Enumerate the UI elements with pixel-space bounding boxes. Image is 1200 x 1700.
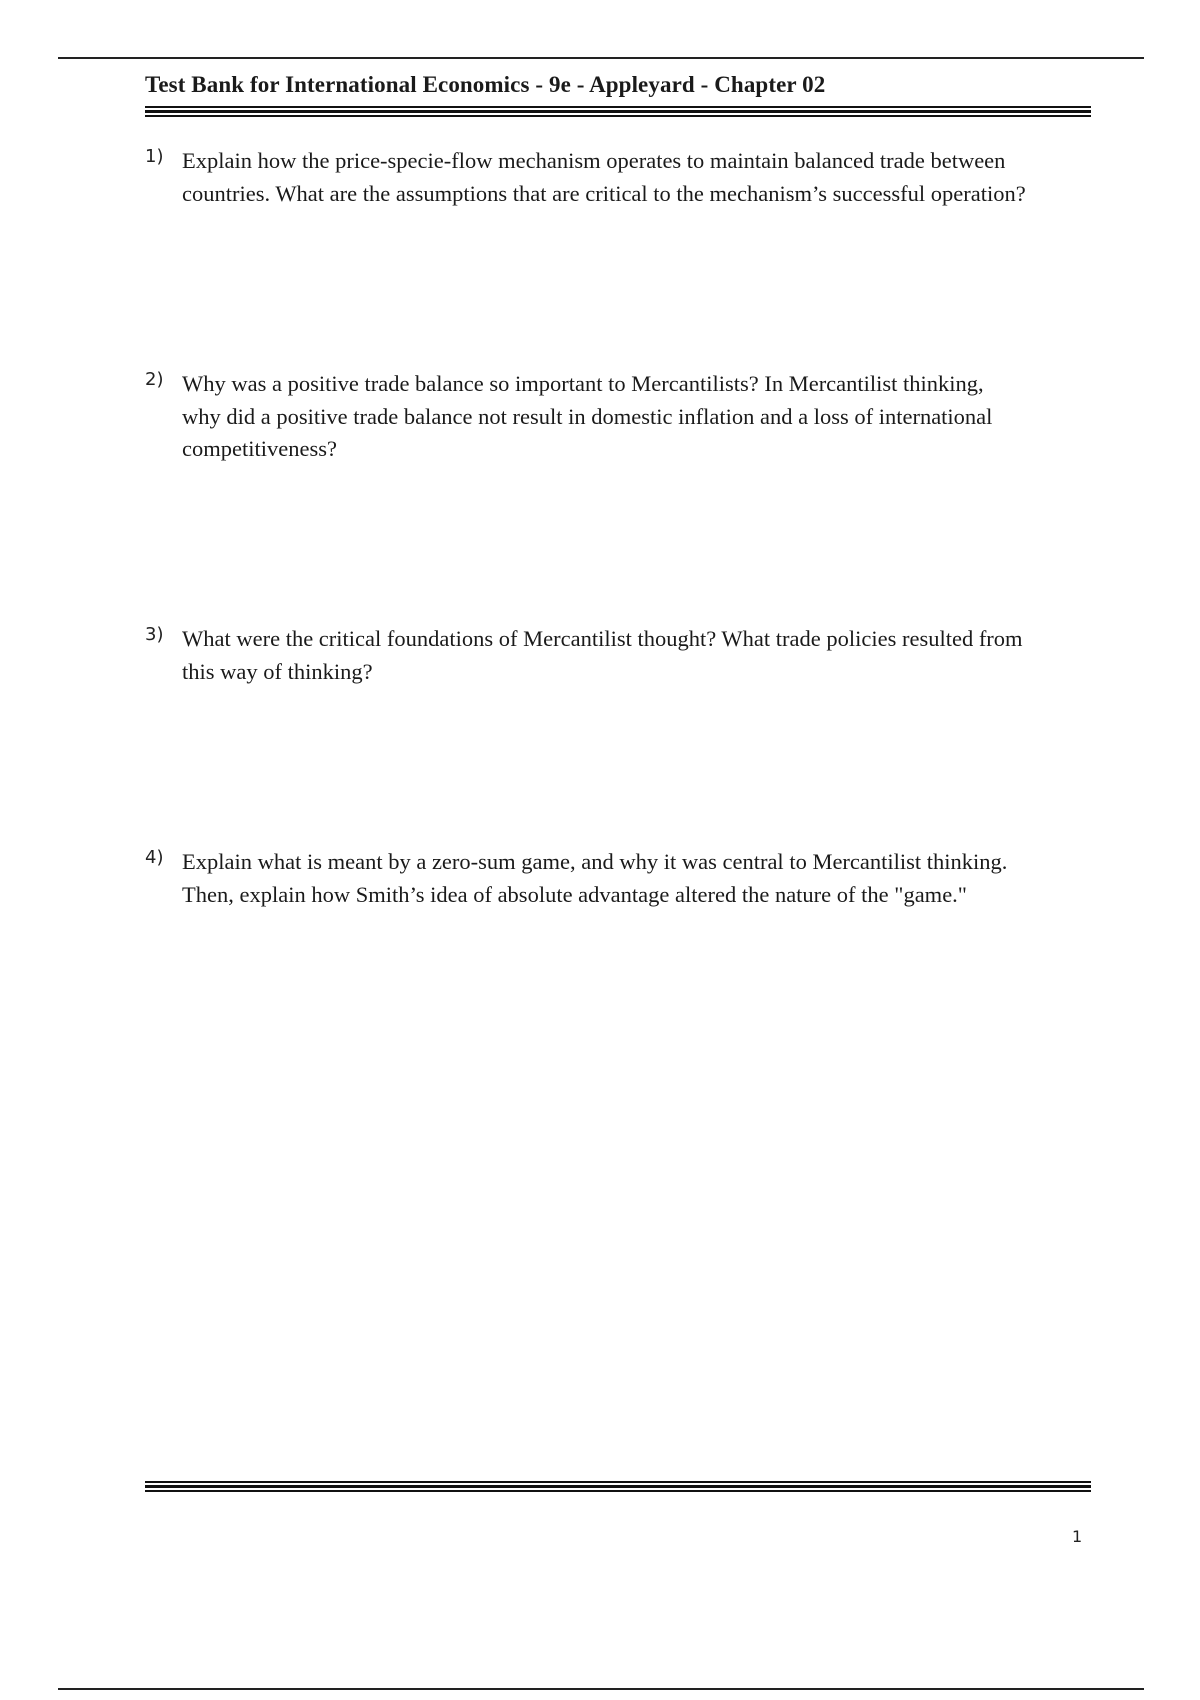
question-line: countries. What are the assumptions that are critical to the mechanism’s successful operation?	[182, 180, 1026, 206]
page-bottom-border	[58, 1688, 1144, 1690]
question-line: competitiveness?	[182, 436, 337, 461]
question-line: this way of thinking?	[182, 658, 373, 684]
question-line: Then, explain how Smith’s idea of absolute advantage altered the nature of the "game."	[182, 881, 967, 907]
question-line: Explain how the price-specie-flow mechanism operates to maintain balanced trade between	[182, 148, 1006, 173]
question-line: why did a positive trade balance not result in domestic inflation and a loss of international	[182, 403, 993, 429]
question-number: 1)	[145, 146, 164, 167]
document-header-title: Test Bank for International Economics - 9e - Appleyard - Chapter 02	[145, 72, 826, 97]
question-number: 3)	[145, 624, 164, 645]
question-text	[182, 623, 1132, 688]
header-divider	[145, 106, 1091, 117]
question-text	[182, 145, 1132, 210]
question-text	[182, 368, 1132, 466]
question-number: 4)	[145, 847, 164, 868]
question-line: What were the critical foundations of Mercantilist thought? What trade policies resulted from	[182, 626, 1023, 651]
question-line: Why was a positive trade balance so important to Mercantilists? In Mercantilist thinking,	[182, 371, 984, 396]
question-number: 2)	[145, 369, 164, 390]
page-top-border	[58, 57, 1144, 59]
question-text	[182, 846, 1132, 911]
footer-divider	[145, 1481, 1091, 1492]
question-line: Explain what is meant by a zero-sum game, and why it was central to Mercantilist thinking.	[182, 849, 1008, 874]
page-number: 1	[1072, 1527, 1083, 1546]
